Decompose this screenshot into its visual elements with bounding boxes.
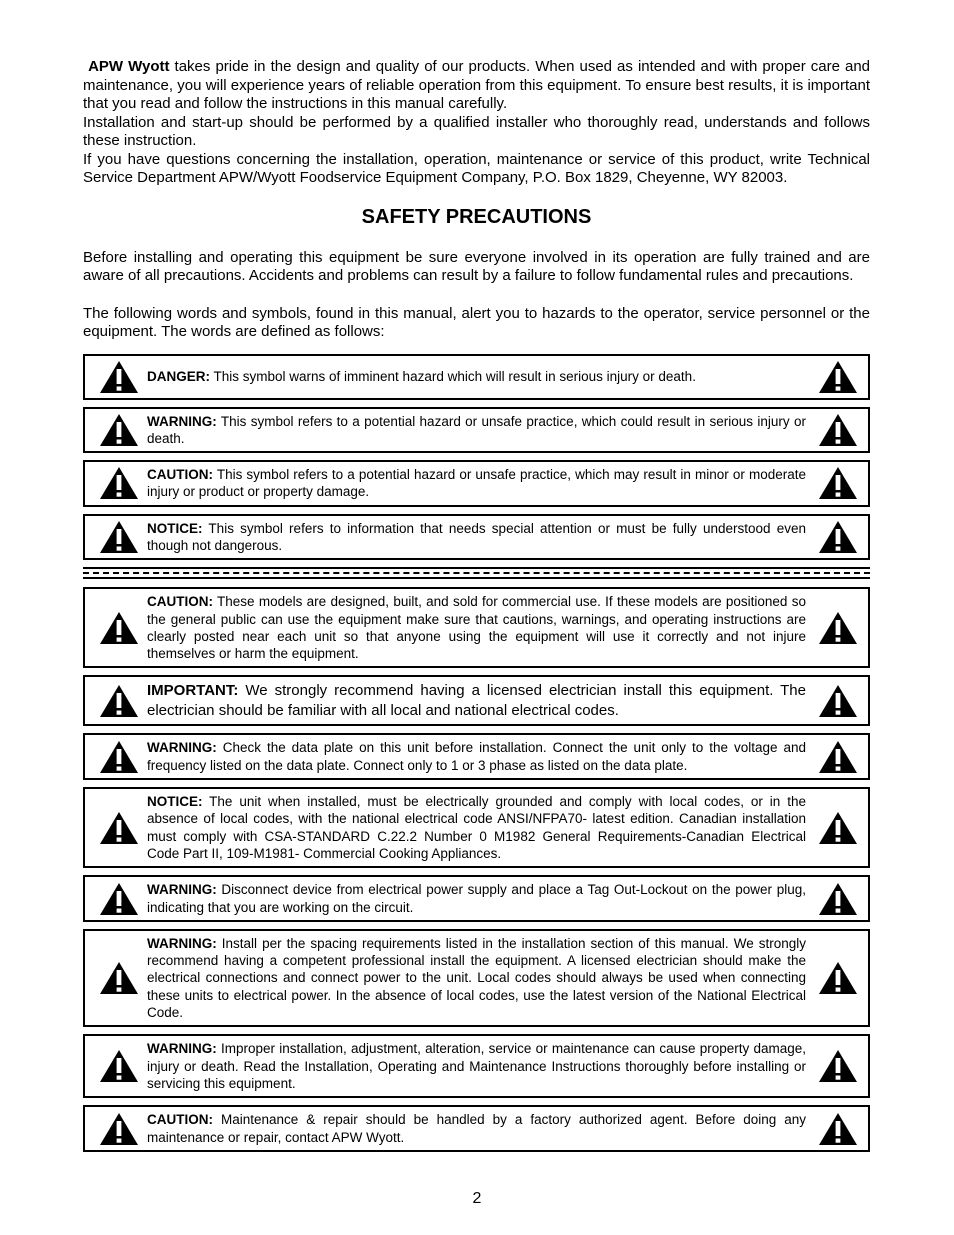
definition-box-danger [83, 354, 870, 400]
warning-triangle-icon [816, 882, 860, 916]
warning-triangle-icon [816, 611, 860, 645]
intro-paragraph-1: APW Wyott takes pride in the design and quality of our products. When used as intended and with proper care and maintenance, you will experience years of reliable operation from this equipment. To ensure best results, it is important that you read and follow the instructions in this manual carefully. [83, 58, 871, 112]
definition-text: CAUTION: This symbol refers to a potential hazard or unsafe practice, which may result in minor or moderate injury or product or property damage. [147, 467, 806, 500]
warning-triangle-icon [97, 1112, 141, 1146]
warning-triangle-icon [816, 413, 860, 447]
warning-triangle-icon [97, 413, 141, 447]
warning-triangle-icon [816, 811, 860, 845]
warning-triangle-icon [816, 360, 860, 394]
definition-text: WARNING: This symbol refers to a potential hazard or unsafe practice, which could result in serious injury or death. [147, 413, 806, 446]
page-number: 2 [472, 1190, 482, 1207]
warning-text: WARNING: Improper installation, adjustment, alteration, service or maintenance can cause property damage, injury or death. Read the Installation, Operating and Maintenance Instructions thoroughly before installing or servicing this equipment. [147, 1041, 806, 1091]
intro-paragraph-3: If you have questions concerning the installation, operation, maintenance or service of this product, write Technical Service Department APW/Wyott Foodservice Equipment Company, P.O. Box 1829, Cheyenne, WY 82003. [83, 150, 870, 186]
definition-box-caution [83, 460, 870, 507]
warning-triangle-icon [97, 360, 141, 394]
warning-text: CAUTION: Maintenance & repair should be handled by a factory authorized agent. Before doing any maintenance or repair, contact APW Wyott. [147, 1112, 806, 1145]
intro-section [83, 58, 870, 188]
definition-text: NOTICE: This symbol refers to information that needs special attention or must be fully understood even though not dangerous. [147, 520, 806, 553]
warning-text: WARNING: Check the data plate on this unit before installation. Connect the unit only to the voltage and frequency listed on the data plate. Connect only to 1 or 3 phase as listed on the data plate. [147, 740, 806, 773]
warning-triangle-icon [816, 520, 860, 554]
warning-triangle-icon [816, 1049, 860, 1083]
definition-text: DANGER: This symbol warns of imminent hazard which will result in serious injury or death. [147, 368, 696, 384]
warning-triangle-icon [97, 882, 141, 916]
warning-text: IMPORTANT: We strongly recommend having a licensed electrician install this equipment. The electrician should be familiar with all local and national electrical codes. [147, 682, 806, 719]
warning-text: WARNING: Install per the spacing requirements listed in the installation section of this manual. We strongly recommend having a competent professional install the equipment. A licensed electrician should make the electrical connections and connect power to the unit. Local codes should always be used when connecting these units to electrical power. In the absence of local codes, use the latest version of the National Electrical Code. [147, 935, 806, 1021]
section-title: SAFETY PRECAUTIONS [361, 205, 592, 228]
definition-boxes [83, 354, 870, 561]
safety-paragraph-1: Before installing and operating this equipment be sure everyone involved in its operation are fully trained and are aware of all precautions. Accidents and problems can result by a failure to follow fundamental rules and precautions. [83, 248, 870, 284]
warning-text: NOTICE: The unit when installed, must be electrically grounded and comply with local codes, or in the absence of local codes, with the national electrical code ANSI/NFPA70- latest edition. Canadian installation must comply with CSA-STANDARD C.22.2 Number 0 M1982 General Requirements-Canadian Electrical Code Part II, 109-M1981- Commercial Cooking Appliances. [147, 794, 806, 861]
warning-triangle-icon [816, 740, 860, 774]
warning-text: WARNING: Disconnect device from electrical power supply and place a Tag Out-Lockout on the power plug, indicating that you are working on the circuit. [147, 882, 806, 915]
warning-box-spacing [83, 929, 870, 1027]
warning-triangle-icon [816, 684, 860, 718]
manual-page [83, 58, 870, 1159]
warning-boxes [83, 587, 870, 1152]
definition-box-notice [83, 514, 870, 561]
warning-triangle-icon [816, 1112, 860, 1146]
warning-triangle-icon [97, 1049, 141, 1083]
warning-triangle-icon [97, 961, 141, 995]
warning-box-improper-installation [83, 1034, 870, 1098]
intro-paragraph-2: Installation and start-up should be performed by a qualified installer who thoroughly read, understands and follows these instruction. [83, 113, 870, 149]
warning-triangle-icon [97, 466, 141, 500]
definition-box-warning [83, 407, 870, 454]
brand-name: APW Wyott [88, 58, 170, 75]
warning-triangle-icon [97, 520, 141, 554]
warning-box-data-plate [83, 733, 870, 780]
warning-box-grounding [83, 787, 870, 868]
section-divider [83, 567, 870, 579]
warning-triangle-icon [816, 961, 860, 995]
warning-text: CAUTION: These models are designed, built, and sold for commercial use. If these models are positioned so the general public can use the equipment make sure that cautions, warnings, and operating instructions are clearly posted near each unit so that anyone using the equipment will use it correctly and not injure themselves or harm the equipment. [147, 594, 806, 662]
warning-triangle-icon [816, 466, 860, 500]
warning-box-electrician [83, 675, 870, 726]
warning-box-lockout [83, 875, 870, 922]
warning-triangle-icon [97, 684, 141, 718]
warning-triangle-icon [97, 740, 141, 774]
warning-box-commercial-use [83, 587, 870, 668]
warning-box-maintenance [83, 1105, 870, 1152]
safety-paragraph-2: The following words and symbols, found in this manual, alert you to hazards to the operator, service personnel or the equipment. The words are defined as follows: [83, 304, 870, 340]
warning-triangle-icon [97, 811, 141, 845]
warning-triangle-icon [97, 611, 141, 645]
